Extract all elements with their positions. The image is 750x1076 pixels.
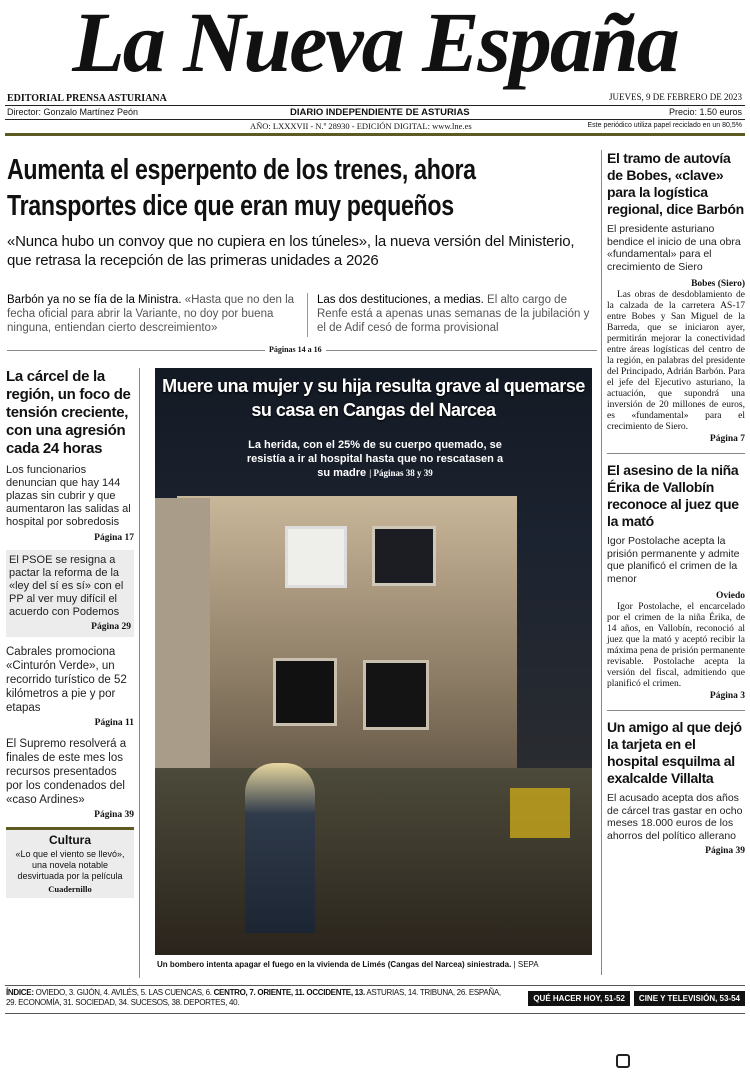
cultura-box <box>6 830 134 898</box>
right-sub-2: El acusado acepta dos años de cárcel tras gastar en ocho meses 18.000 euros de los ahorros del político allerano <box>607 792 743 842</box>
lead-col2 <box>317 293 597 335</box>
right-page-0: Página 7 <box>709 434 745 444</box>
date: JUEVES, 9 DE FEBRERO DE 2023 <box>608 92 742 102</box>
right-place-0: Bobes (Siero) <box>691 279 745 289</box>
left-text-3: El Supremo resolverá a finales de este mes los recursos presentados por los condenados del «caso Ardines» <box>6 738 127 806</box>
left-page-2: Página 11 <box>94 718 134 728</box>
left-text-2: Cabrales promociona «Cinturón Verde», un recorrido turístico de 52 kilómetros a pie y por etapas <box>6 646 127 714</box>
left-text-1: El PSOE se resigna a pactar la reforma de la «ley del sí es sí» con el PP al ver muy difícil el acuerdo con Podemos <box>9 554 124 618</box>
lead-subhead: «Nunca hubo un convoy que no cupiera en los túneles», la nueva versión del Ministerio, que retrasa la recepción de las primeras unidades a 2026 <box>7 233 575 269</box>
right-headline-0: El tramo de autovía de Bobes, «clave» para la logística regional, dice Barbón <box>607 150 744 217</box>
que-hacer-hoy-tag: QUÉ HACER HOY, 51-52 <box>528 991 630 1006</box>
left-box-psoe <box>6 550 134 637</box>
index-bar: ÍNDICE: OVIEDO, 3. GIJÓN, 4. AVILÉS, 5. LAS CUENCAS, 6. CENTRO, 7. ORIENTE, 11. OCCIDENTE, 13. ASTURIAS, 14. TRIBUNA, 26. ESPAÑA, 29. ECONOMÍA, 31. SOCIEDAD, 34. SUCESOS, 38. DEPORTES, 40. <box>6 988 501 1007</box>
right-page-1: Página 3 <box>709 691 745 701</box>
right-place-1: Oviedo <box>715 591 745 601</box>
tagline: DIARIO INDEPENDIENTE DE ASTURIAS <box>290 107 470 118</box>
director: Director: Gonzalo Martínez Peón <box>7 107 139 117</box>
cultura-text: «Lo que el viento se llevó», una novela notable desvirtuada por la película <box>15 849 125 881</box>
right-page-2: Página 39 <box>705 846 745 856</box>
left-page-3: Página 39 <box>94 810 134 820</box>
masthead-title: La Nueva España <box>72 0 678 90</box>
firefighter <box>245 763 315 933</box>
edition: AÑO: LXXXVII - N.º 28930 - EDICIÓN DIGITAL: www.lne.es <box>250 121 472 131</box>
col1-lead: Barbón ya no se fía de la Ministra. <box>7 294 182 306</box>
col2-lead: Las dos destituciones, a medias. <box>317 294 484 306</box>
left-headline-0: La cárcel de la región, un foco de tensión creciente, con una agresión cada 24 horas <box>6 368 131 457</box>
index-row <box>6 988 745 1008</box>
recycle-icon <box>616 1054 630 1068</box>
house-facade <box>177 496 517 796</box>
photo-caption: Un bombero intenta apagar el fuego en la vivienda de Limés (Cangas del Narcea) siniestrada. | SEPA <box>157 960 539 969</box>
cultura-title: Cultura <box>49 833 91 847</box>
left-page-1: Página 29 <box>91 622 131 632</box>
col2-text: El alto cargo de Renfe está a apenas unas semanas de la jubilación y el de Adif cesó de forma provisional <box>317 294 590 334</box>
left-column <box>6 368 134 898</box>
left-page-0: Página 17 <box>94 533 134 543</box>
right-sub-1: Igor Postolache acepta la prisión permanente y admite que planificó el crimen de la menor <box>607 535 740 585</box>
recycled-note: Este periódico utiliza papel reciclado en un 80,5% <box>587 122 742 129</box>
right-sub-0: El presidente asturiano bendice el inicio de una obra «fundamental» para el crecimiento de Siero <box>607 223 741 273</box>
lead-pages: Páginas 14 a 16 <box>265 345 326 354</box>
left-text-0: Los funcionarios denuncian que hay 144 plazas sin cubrir y que aumentaron las salidas al hospital por sobredosis <box>6 464 131 528</box>
fire-photo <box>155 368 592 955</box>
right-headline-1: El asesino de la niña Érika de Vallobín reconoce al juez que la mató <box>607 462 739 529</box>
photo-subhead: La herida, con el 25% de su cuerpo quemado, se resistía a ir al hospital hasta que no rescatasen a su madre | Páginas 38 y 39 <box>246 439 504 479</box>
publisher: EDITORIAL PRENSA ASTURIANA <box>7 93 167 104</box>
col1-text: «Hasta que no den la fecha oficial para abrir la Variante, no doy por buena ninguna, entiendan cierto descreimiento» <box>7 294 295 334</box>
right-body-1: Igor Postolache, el encarcelado por el crimen de la niña Érika, de 14 años, en Vallobín, reconoció al juez que la mató y aceptó recibir la máxima pena de prisión permanente revisable. Postolache acepta la versión del fiscal, admitiendo que planificó el crimen. <box>607 602 745 689</box>
price: Precio: 1.50 euros <box>668 107 742 117</box>
right-headline-2: Un amigo al que dejó la tarjeta en el hospital esquilma al exalcalde Villalta <box>607 719 742 786</box>
lead-headline: Aumenta el esperpento de los trenes, ahora Transportes dice que eran muy pequeños <box>7 154 476 222</box>
cine-tv-tag: CINE Y TELEVISIÓN, 53-54 <box>634 991 745 1006</box>
right-body-0: Las obras de desdoblamiento de la calzada de la carretera AS-17 entre Bobes y San Miguel de la Barreda, que se iniciaron ayer, permitirán mejorar la conectividad entre áreas logísticas del centro de la región, en palabras del presidente del Principado, Adrián Barbón. Para el jefe del Ejecutivo asturiano, la actuación, que supondrá una inversión de 20 millones de euros, es «fundamental» para el crecimiento de Siero. <box>607 290 745 432</box>
cultura-page: Cuadernillo <box>48 884 92 894</box>
photo-headline: Muere una mujer y su hija resulta grave al quemarse su casa en Cangas del Narcea <box>162 376 585 420</box>
right-column <box>607 150 745 857</box>
lead-col1 <box>7 293 302 335</box>
